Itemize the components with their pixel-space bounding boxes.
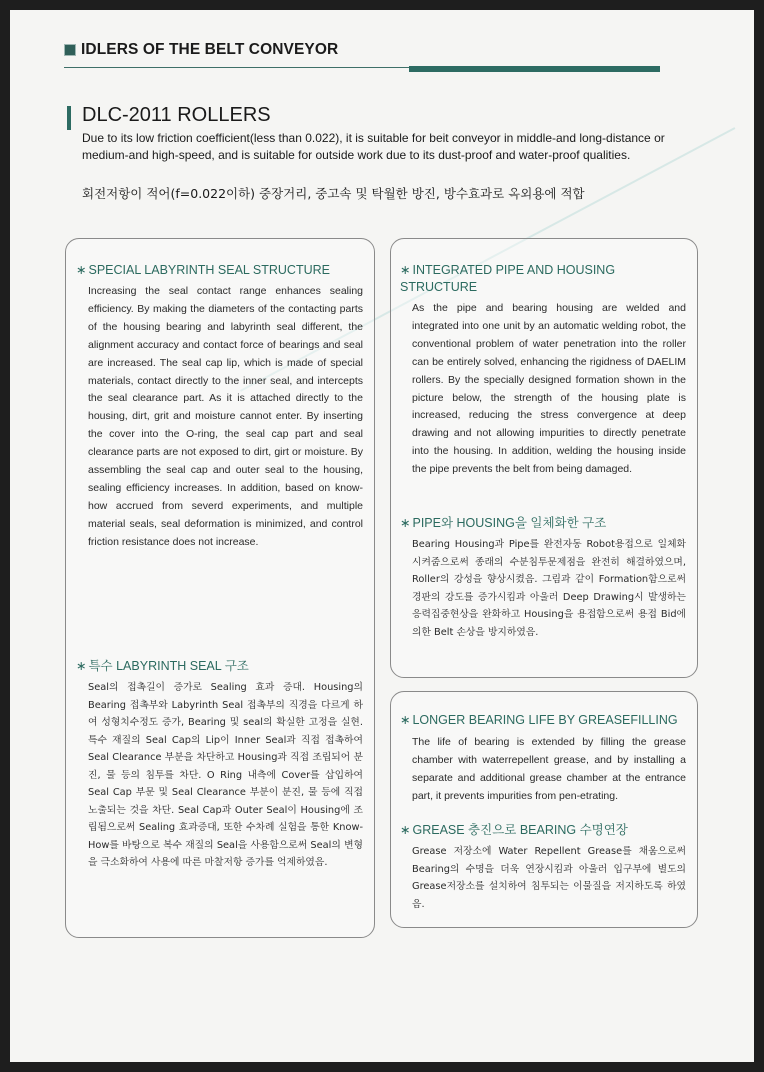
product-intro: Due to its low friction coefficient(less than 0.022), it is suitable for beit conveyor in middle-and long-distance or medium-and high-speed, and is suitable for outside work due to its dust-proof and water-proof qualities.: [82, 131, 665, 162]
asterisk-icon: ∗: [400, 263, 411, 277]
section-body-grease-ko: Grease 저장소에 Water Repellent Grease를 채움으로써 Bearing의 수명을 더욱 연장시킴과 아울러 입구부에 별도의 Grease저장소를 설치하여 침투되는 이물질을 저지하도록 하였음.: [412, 846, 686, 910]
header-square-icon: [64, 44, 76, 56]
section-body-pipe: As the pipe and bearing housing are welded and integrated into one unit by an automatic welding robot, the conventional problem of water penetration into the roller can be entirely solved, enhancing the rigidness of DAELIM rollers. By the specially designed formation shown in the picture below, the strength of the housing plate is increased, reducing the stress convergence at deep drawing and not allowing impurities to directly penetrate into the housing. In addition, welding the housing inside the pipe prevents the belt from being damaged.: [412, 302, 686, 476]
section-body-seal: Increasing the seal contact range enhances sealing efficiency. By making the diameters of the contacting parts of the housing bearing and labyrinth seal different, the alignment accuracy and contact force of bearings and seal are increased. The seal cap lip, which is made of special materials, contact directly to the inner seal, and intercepts the seal clearance part. As it is attached directly to the housing, dirt, grit and moisture cannot enter. By inserting the cover into the O-ring, the seal cap part and seal clearance parts are not exposed to dirt, girt or moisture. By assembling the seal cap and outer seal to the housing, sealing efficiency increases. In addition, based on know-how accrued from severd experiments, and multiple material seals, seal deformation is minimized, and control friction resistance does not increase.: [88, 285, 363, 548]
header-rule-thin: [64, 67, 409, 68]
asterisk-icon: ∗: [400, 713, 411, 727]
product-intro-ko: 회전저항이 적어(f=0.022이하) 중장거리, 중고속 및 탁월한 방진, 방수효과로 옥외용에 적합: [82, 186, 585, 201]
section-heading-pipe-ko: ∗ PIPE와 HOUSING을 일체화한 구조: [400, 516, 607, 530]
title-accent-bar: [67, 106, 71, 130]
header-rule-thick: [409, 66, 660, 72]
section-body-seal-ko: Seal의 접촉길이 증가로 Sealing 효과 증대. Housing의 Bearing 접촉부와 Labyrinth Seal 접촉부의 직경을 다르게 하여 성형치수정도 증가, Bearing 및 seal의 확실한 고정을 실현. 특수 재질의 Seal Cap의 Lip이 Inner Seal과 직접 접촉하여 Seal Clearance 부분을 차단하고 Housing과 직접 조립되어 분진, 물 등의 침투를 차단. O Ring 내측에 Cover를 삽입하여 Seal Cap 부문 및 Seal Clearance 부분이 분진, 물 등에 직접 노출되는 것을 차단. Seal Cap과 Outer Seal이 Housing에 조립됨으로써 Sealing 효과증대, 또한 수차례 실험을 통한 Know-How를 바탕으로 복수 재질의 Seal을 사용함으로써 Seal의 변형을 극소화하여 사용에 따른 마찰저항 증가를 억제하였음.: [88, 682, 363, 868]
section-body-grease: The life of bearing is extended by filling the grease chamber with waterrepellent grease, and by installing a separate and additional grease chamber at the entrance part, it prevents impurities from pen-etrating.: [412, 736, 686, 802]
section-heading-grease: ∗ LONGER BEARING LIFE BY GREASEFILLING: [400, 713, 678, 727]
page-header: [64, 40, 338, 60]
section-body-pipe-ko: Bearing Housing과 Pipe를 완전자동 Robot용접으로 일체화 시켜줌으로써 종래의 수분침투문제점을 완전히 해결하였으며, Roller의 강성을 향상시켰음. 그림과 같이 Formation함으로써 경판의 강도를 증가시킴과 아울러 Deep Drawing시 발생하는 응력집중현상을 완화하고 Housing을 용접함으로써 용접 Bid에 의한 Belt 손상을 방지하였음.: [412, 539, 686, 638]
section-heading-seal: ∗ SPECIAL LABYRINTH SEAL STRUCTURE: [76, 263, 330, 277]
header-title: IDLERS OF THE BELT CONVEYOR: [81, 41, 339, 58]
asterisk-icon: ∗: [400, 823, 411, 837]
catalog-page: [10, 10, 754, 1062]
section-heading-grease-ko: ∗ GREASE 충진으로 BEARING 수명연장: [400, 823, 628, 837]
asterisk-icon: ∗: [400, 516, 411, 530]
asterisk-icon: ∗: [76, 263, 87, 277]
section-heading-pipe: ∗ INTEGRATED PIPE AND HOUSING STRUCTURE: [400, 263, 616, 294]
product-title: DLC-2011 ROLLERS: [82, 104, 271, 126]
section-heading-seal-ko: ∗ 특수 LABYRINTH SEAL 구조: [76, 659, 249, 673]
asterisk-icon: ∗: [76, 659, 87, 673]
